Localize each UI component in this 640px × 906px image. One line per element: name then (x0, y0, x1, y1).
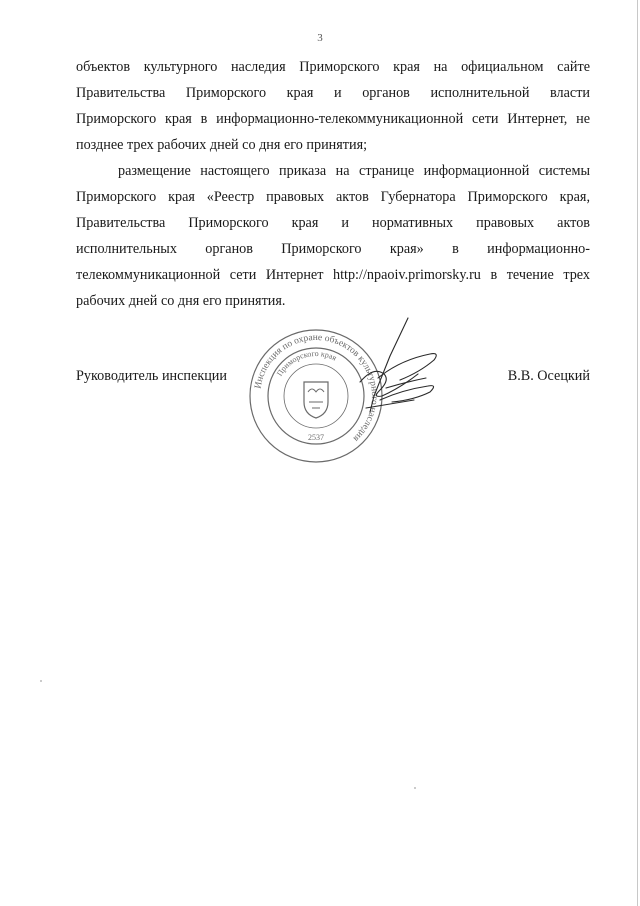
paragraph-publication-site (76, 54, 590, 158)
text-line: Правительства Приморского края и органов исполнительной власти (76, 85, 590, 101)
page-edge (637, 0, 638, 906)
signatory-name: В.В. Осецкий (507, 368, 590, 384)
scan-speck (414, 787, 416, 789)
text-line: рабочих дней со дня его принятия. (76, 293, 286, 309)
seal-code: 2537 (308, 433, 324, 442)
signature-row (76, 364, 590, 394)
text-line: позднее трех рабочих дней со дня его принятия; (76, 137, 368, 153)
text-line: Правительства Приморского края и нормативных правовых актов (76, 215, 590, 231)
text-line: размещение настоящего приказа на странице информационной системы (118, 163, 590, 179)
text-line: Приморского края «Реестр правовых актов Губернатора Приморского края, (76, 189, 590, 205)
seal-inner-text: Приморского края (274, 348, 339, 378)
text-line: объектов культурного наследия Приморского края на официальном сайте (76, 59, 590, 75)
page-number: 3 (317, 32, 323, 44)
scan-speck (40, 680, 42, 682)
paragraph-publication-registry (76, 158, 590, 314)
signatory-position: Руководитель инспекции (76, 368, 227, 384)
text-line: исполнительных органов Приморского края» в информационно- (76, 241, 590, 257)
text-line: телекоммуникационной сети Интернет http://npaoiv.primorsky.ru в течение трех (76, 267, 590, 283)
seal-outer-text: Инспекция по охране объектов культурного наследия (253, 332, 380, 444)
text-line: Приморского края в информационно-телекоммуникационной сети Интернет, не (76, 111, 590, 127)
